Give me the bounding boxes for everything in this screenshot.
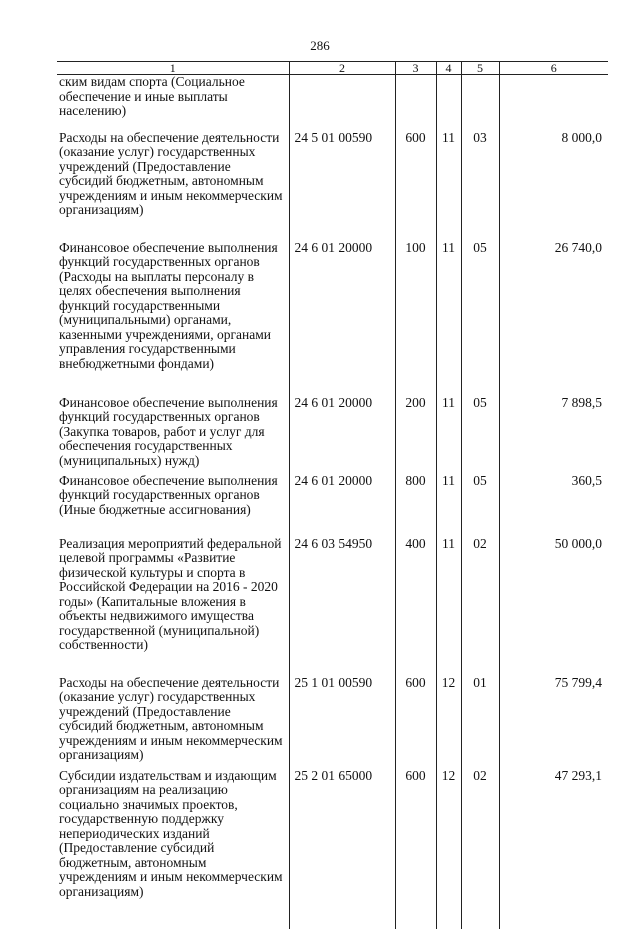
column-header-2: 2 (289, 62, 395, 75)
page-number: 286 (0, 38, 640, 54)
empty-cell (499, 899, 608, 929)
row-section: 11 (436, 396, 461, 474)
row-code: 25 2 01 65000 (289, 769, 395, 900)
row-code: 24 6 03 54950 (289, 537, 395, 676)
row-section: 11 (436, 537, 461, 676)
table-row (57, 769, 608, 900)
row-name: Финансовое обеспечение выполнения функций государственных органов (Расходы на выплаты персоналу в целях обеспечения выполнения функций государственными (муниципальными) органами, казенными учреждениями, органами управления государственными внебюджетными фондами) (57, 241, 289, 396)
row-section: 11 (436, 474, 461, 537)
row-subsection (461, 75, 499, 131)
row-code: 24 6 01 20000 (289, 241, 395, 396)
row-section (436, 75, 461, 131)
table-row (57, 75, 608, 131)
table-row (57, 676, 608, 769)
row-expense-type: 100 (395, 241, 436, 396)
row-amount: 7 898,5 (499, 396, 608, 474)
column-header-4: 4 (436, 62, 461, 75)
column-header-5: 5 (461, 62, 499, 75)
row-amount: 8 000,0 (499, 131, 608, 241)
empty-cell (57, 899, 289, 929)
empty-cell (395, 899, 436, 929)
row-name: Реализация мероприятий федеральной целевой программы «Развитие физической культуры и спорта в Российской Федерации на 2016 - 2020 годы» (Капитальные вложения в объекты недвижимого имущества государственной (муниципальной) собственности) (57, 537, 289, 676)
row-section: 12 (436, 769, 461, 900)
empty-cell (461, 899, 499, 929)
row-name: Финансовое обеспечение выполнения функций государственных органов (Иные бюджетные ассигнования) (57, 474, 289, 537)
row-amount (499, 75, 608, 131)
row-section: 11 (436, 241, 461, 396)
row-subsection: 03 (461, 131, 499, 241)
row-section: 12 (436, 676, 461, 769)
column-header-3: 3 (395, 62, 436, 75)
budget-table (57, 61, 608, 929)
table-body (57, 75, 608, 929)
table-row (57, 131, 608, 241)
row-name: Расходы на обеспечение деятельности (оказание услуг) государственных учреждений (Предоставление субсидий бюджетным, автономным учреждениям и иным некоммерческим организациям) (57, 676, 289, 769)
row-expense-type: 600 (395, 131, 436, 241)
row-expense-type: 400 (395, 537, 436, 676)
row-name: Субсидии издательствам и издающим организациям на реализацию социально значимых проектов, государственную поддержку непериодических изданий (Предоставление субсидий бюджетным, автономным учреждениям и иным некоммерческим организациям) (57, 769, 289, 900)
table-row-empty (57, 899, 608, 929)
row-amount: 75 799,4 (499, 676, 608, 769)
row-code: 24 5 01 00590 (289, 131, 395, 241)
empty-cell (436, 899, 461, 929)
row-expense-type: 200 (395, 396, 436, 474)
row-expense-type: 800 (395, 474, 436, 537)
table-row (57, 396, 608, 474)
row-subsection: 01 (461, 676, 499, 769)
row-code (289, 75, 395, 131)
table-header-row (57, 62, 608, 75)
row-subsection: 02 (461, 769, 499, 900)
table-row (57, 537, 608, 676)
row-code: 24 6 01 20000 (289, 396, 395, 474)
table-row (57, 474, 608, 537)
row-subsection: 02 (461, 537, 499, 676)
row-code: 24 6 01 20000 (289, 474, 395, 537)
row-expense-type: 600 (395, 676, 436, 769)
row-name: Финансовое обеспечение выполнения функций государственных органов (Закупка товаров, работ и услуг для обеспечения государственных (муниципальных) нужд) (57, 396, 289, 474)
row-subsection: 05 (461, 474, 499, 537)
row-expense-type: 600 (395, 769, 436, 900)
empty-cell (289, 899, 395, 929)
row-name: Расходы на обеспечение деятельности (оказание услуг) государственных учреждений (Предоставление субсидий бюджетным, автономным учреждениям и иным некоммерческим организациям) (57, 131, 289, 241)
row-amount: 50 000,0 (499, 537, 608, 676)
row-expense-type (395, 75, 436, 131)
column-header-6: 6 (499, 62, 608, 75)
column-header-1: 1 (57, 62, 289, 75)
row-amount: 47 293,1 (499, 769, 608, 900)
row-code: 25 1 01 00590 (289, 676, 395, 769)
row-name: ским видам спорта (Социальное обеспечение и иные выплаты населению) (57, 75, 289, 131)
row-subsection: 05 (461, 396, 499, 474)
row-amount: 360,5 (499, 474, 608, 537)
table-row (57, 241, 608, 396)
row-amount: 26 740,0 (499, 241, 608, 396)
row-subsection: 05 (461, 241, 499, 396)
row-section: 11 (436, 131, 461, 241)
